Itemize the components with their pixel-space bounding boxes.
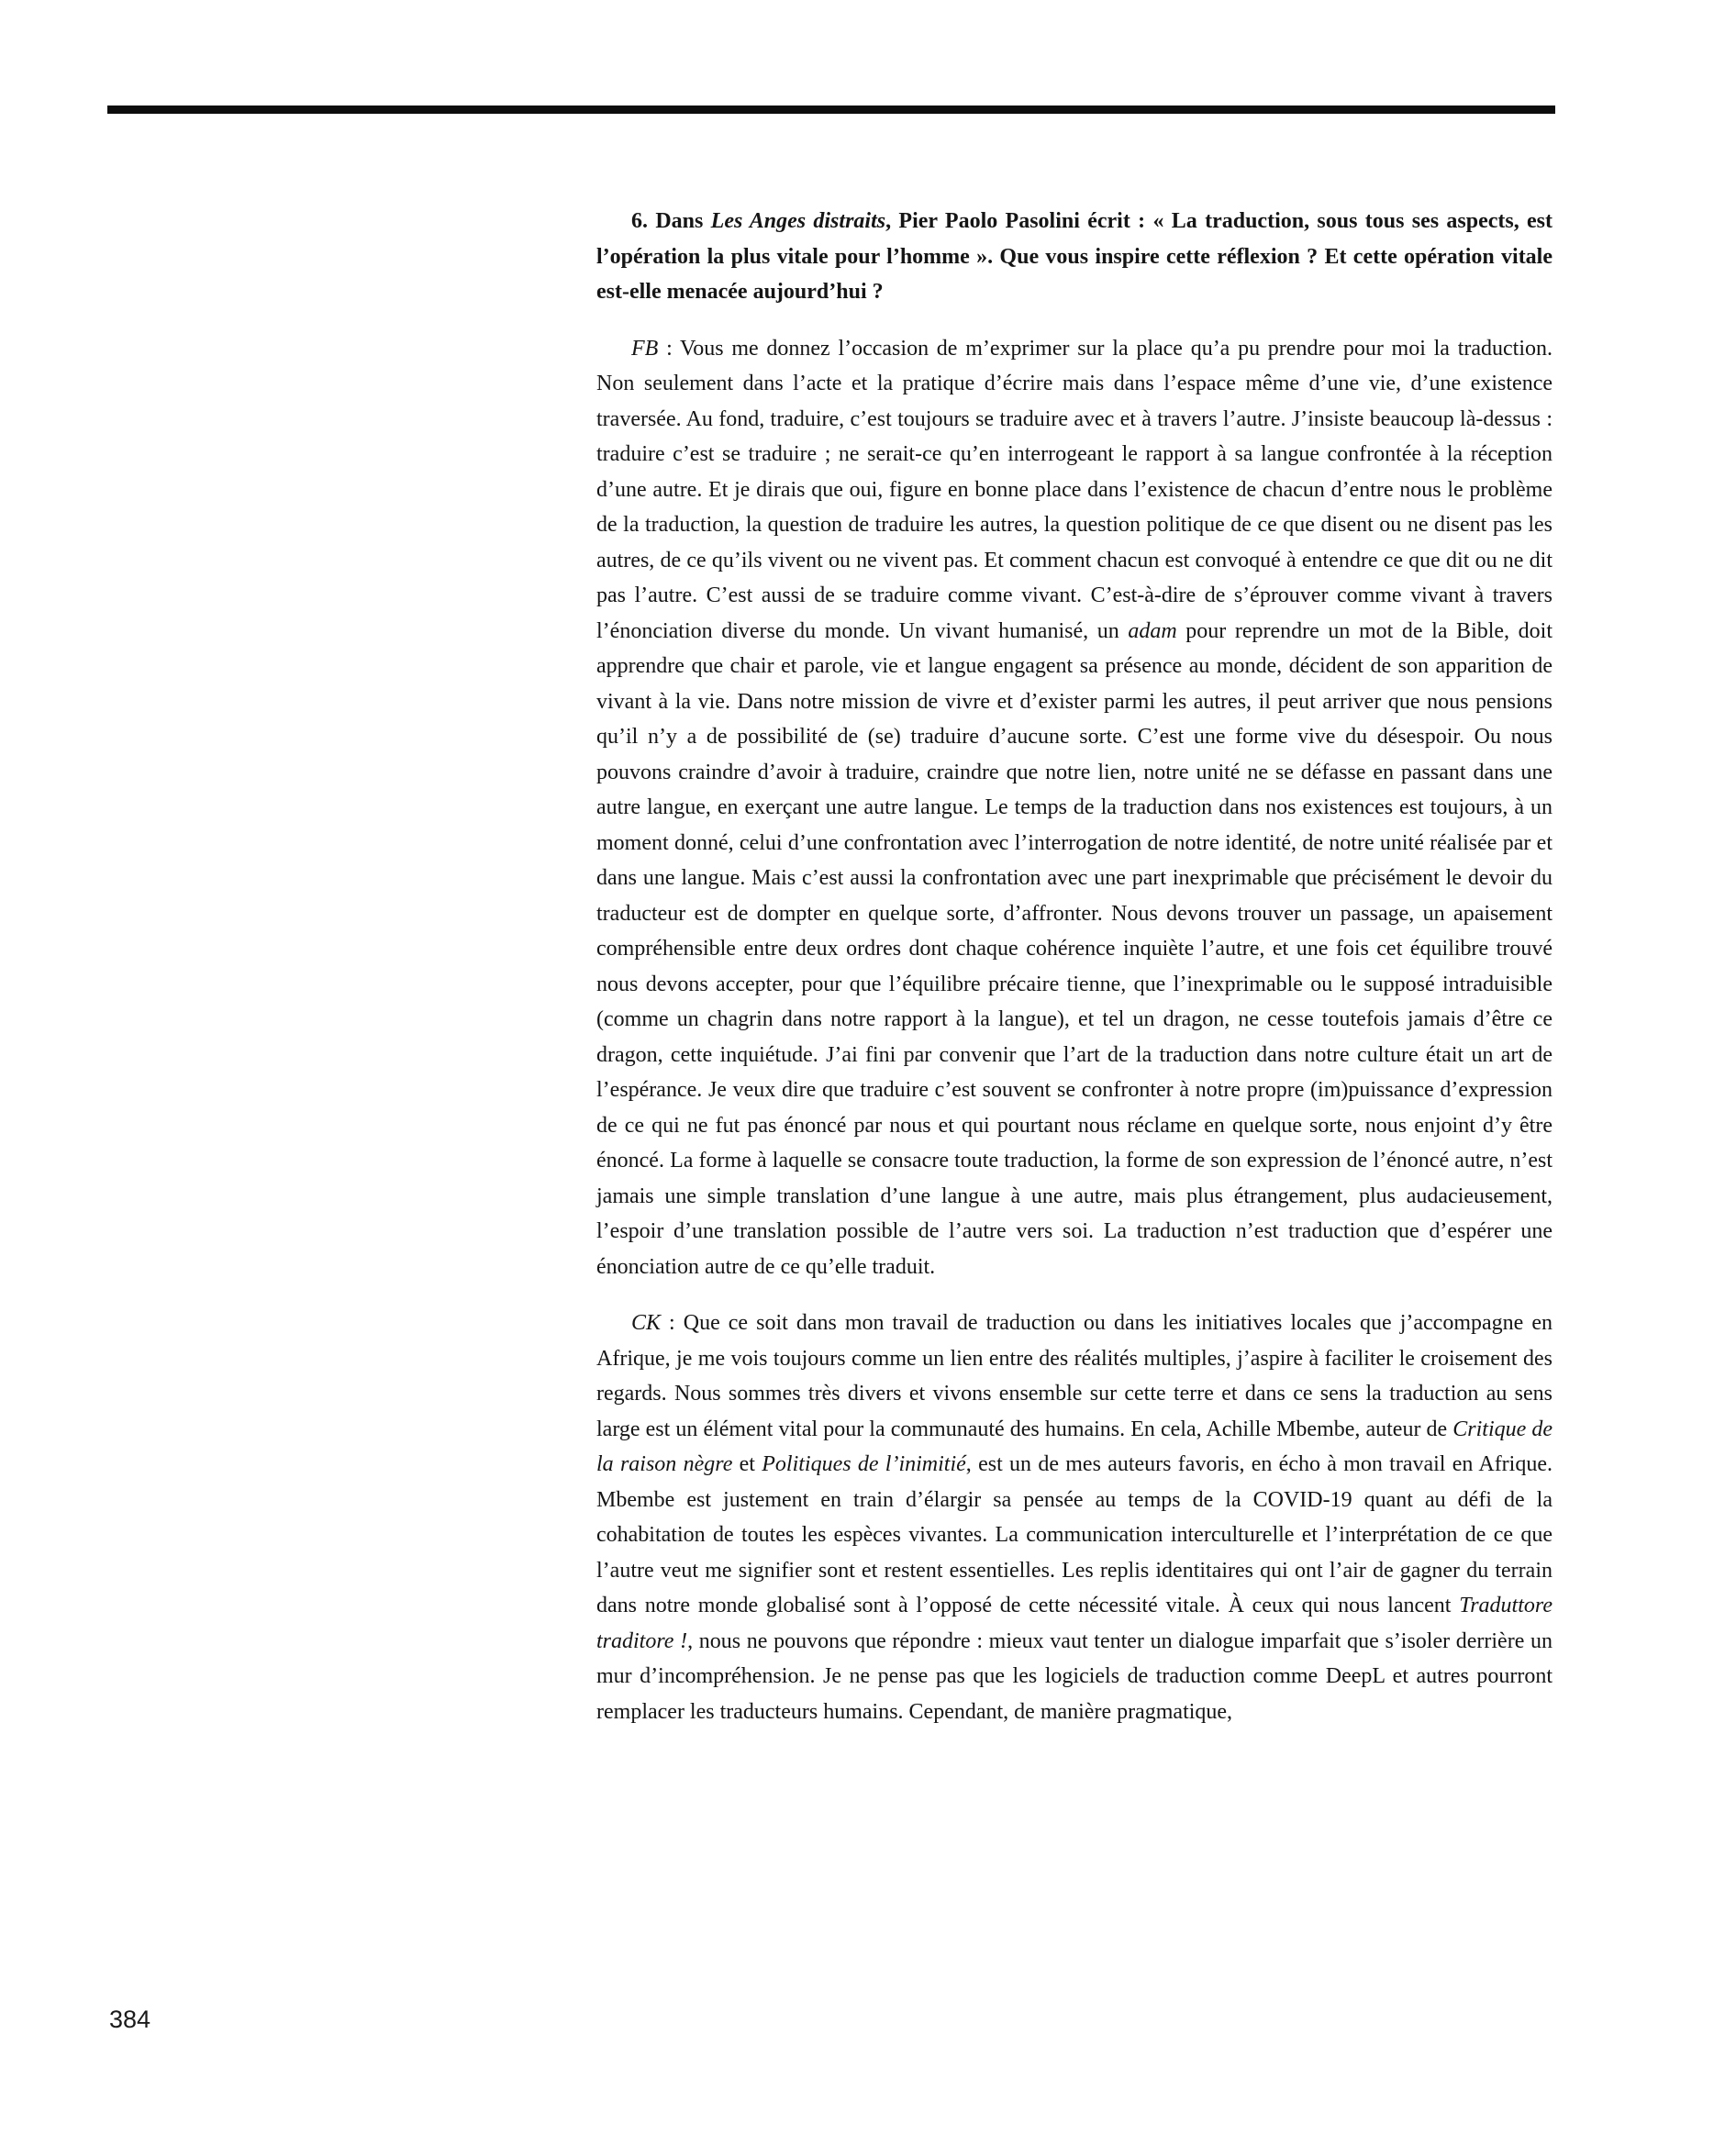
page-content	[596, 204, 1552, 1750]
text-run: CK	[631, 1311, 662, 1335]
text-run: : Vous me donnez l’occasion de m’exprimer sur la place qu’a pu prendre pour moi la traduction. Non seulement dans l’acte et la pratique d’écrire mais dans l’espace même d’une vie, d’une existence traversée. Au fond, traduire, c’est toujours se traduire avec et à travers l’autre. J’insiste beaucoup là-dessus : traduire c’est se traduire ; ne serait-ce qu’en interrogeant le rapport à sa langue confrontée à la réception d’une autre. Et je dirais que oui, figure en bonne place dans l’existence de chacun d’entre nous le problème de la traduction, la question de traduire les autres, la question politique de ce que disent ou ne disent pas les autres, de ce qu’ils vivent ou ne vivent pas. Et comment chacun est convoqué à entendre ce que dit ou ne dit pas l’autre. C’est aussi de se traduire comme vivant. C’est-à-dire de s’éprouver comme vivant à travers l’énonciation diverse du monde. Un vivant humanisé, un	[596, 336, 1552, 643]
page-number: 384	[109, 2006, 151, 2033]
text-run: pour reprendre un mot de la Bible, doit apprendre que chair et parole, vie et langue engagent sa présence au monde, décident de son apparition de vivant à la vie. Dans notre mission de vivre et d’exister parmi les autres, il peut arriver que nous pensions qu’il n’y a de possibilité de (se) traduire d’aucune sorte. C’est une forme vive du désespoir. Ou nous pouvons craindre d’avoir à traduire, craindre que notre lien, notre unité ne se défasse en passant dans une autre langue, en exerçant une autre langue. Le temps de la traduction dans nos existences est toujours, à un moment donné, celui d’une confrontation avec l’interrogation de notre identité, de notre unité réalisée par et dans une langue. Mais c’est aussi la confrontation avec une part inexprimable que précisément le devoir du traducteur est de dompter en quelque sorte, d’affronter. Nous devons trouver un passage, un apaisement compréhensible entre deux ordres dont chaque cohérence inquiète l’autre, et une fois cet équilibre trouvé nous devons accepter, pour que l’équilibre précaire tienne, que l’inexprimable ou le supposé intraduisible (comme un chagrin dans notre rapport à la langue), et tel un dragon, ne cesse toutefois jamais d’être ce dragon, cette inquiétude. J’ai fini par convenir que l’art de la traduction dans notre culture était un art de l’espérance. Je veux dire que traduire c’est souvent se confronter à notre propre (im)puissance d’expression de ce qui ne fut pas énoncé par nous et qui pourtant nous réclame en quelque sorte, nous enjoint d’y être énoncé. La forme à laquelle se consacre toute traduction, la forme de son expression de l’énoncé autre, n’est jamais une simple translation d’une langue à une autre, mais plus étrangement, plus audacieusement, l’espoir d’une translation possible de l’autre vers soi. La traduction n’est traduction que d’espérer une énonciation autre de ce qu’elle traduit.	[596, 618, 1552, 1279]
text-run: Les Anges distraits	[710, 209, 886, 233]
text-run: Critique de la raison nègre	[596, 1417, 1553, 1476]
text-run: , est un de mes auteurs favoris, en écho à mon travail en Afrique. Mbembe est justement en train d’élargir sa pensée au temps de la COVID-19 quant au défi de la cohabitation de toutes les espèces vivantes. La communication interculturelle et l’interprétation de ce que l’autre veut me signifier sont et restent essentielles. Les replis identitaires qui ont l’air de gagner du terrain dans notre monde globalisé sont à l’opposé de cette nécessité vitale. À ceux qui nous lancent	[596, 1452, 1552, 1617]
text-run: , Pier Paolo Pasolini écrit : « La traduction, sous tous ses aspects, est l’opération la plus vitale pour l’homme ». Que vous inspire cette réflexion ? Et cette opération vitale est-elle menacée aujourd’hui ?	[596, 209, 1552, 304]
text-run: Politiques de l’inimitié	[762, 1452, 966, 1476]
header-rule	[107, 106, 1555, 114]
text-run: adam	[1128, 618, 1177, 643]
text-run: : Que ce soit dans mon travail de traduction ou dans les initiatives locales que j’accompagne en Afrique, je me vois toujours comme un lien entre des réalités multiples, j’aspire à faciliter le croisement des regards. Nous sommes très divers et vivons ensemble sur cette terre et dans ce sens la traduction au sens large est un élément vital pour la communauté des humains. En cela, Achille Mbembe, auteur de	[596, 1311, 1552, 1441]
text-run: et	[732, 1452, 762, 1476]
interview-question	[596, 204, 1552, 310]
text-run: Traduttore traditore !	[596, 1594, 1552, 1653]
text-run: FB	[631, 336, 659, 361]
text-run: , nous ne pouvons que répondre : mieux vaut tenter un dialogue imparfait que s’isoler derrière un mur d’incompréhension. Je ne pense pas que les logiciels de traduction comme DeepL et autres pourront remplacer les traducteurs humains. Cependant, de manière pragmatique,	[596, 1628, 1553, 1724]
answer-paragraph-ck	[596, 1306, 1552, 1729]
answer-paragraph-fb	[596, 331, 1552, 1285]
text-run: 6. Dans	[631, 209, 711, 233]
